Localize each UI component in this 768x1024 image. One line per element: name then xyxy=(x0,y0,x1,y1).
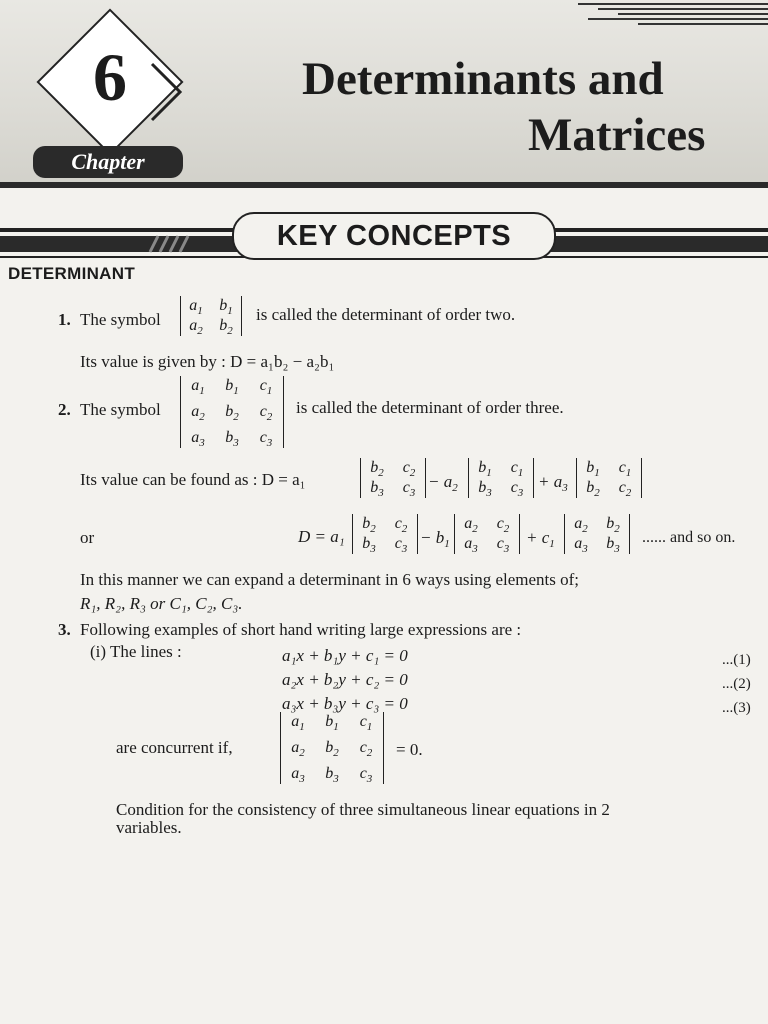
lines-label: (i) The lines : xyxy=(90,642,182,661)
item1-tail: is called the determinant of order two. xyxy=(256,305,516,324)
expansion-note: In this manner we can expand a determinant in 6 ways using elements of; xyxy=(80,570,579,589)
equals-zero: = 0. xyxy=(396,740,423,759)
chapter-number: 6 xyxy=(93,39,127,115)
equation-3: a₃x + b₃y + c₃ = 0 xyxy=(282,694,408,713)
condition-line-2: variables. xyxy=(116,818,182,837)
order-three-determinant: $a_1$ $b_1$ $c_1$ $a_2$ $b_2$ $c_2$ $a_3$ $b_3$ $c_3$ xyxy=(180,376,284,448)
rows-columns-list: R₁, R₂, R₃ or C₁, C₂, C₃. xyxy=(80,594,243,613)
condition-line-1: Condition for the consistency of three simultaneous linear equations in 2 xyxy=(116,800,610,819)
equation-1: a₁x + b₁y + c₁ = 0 xyxy=(282,646,408,665)
item1-number: 1. xyxy=(58,310,71,329)
equation-2: a₂x + b₂y + c₂ = 0 xyxy=(282,670,408,689)
chapter-label: Chapter xyxy=(33,146,183,178)
header-divider xyxy=(0,182,768,188)
item2-lead: The symbol xyxy=(80,400,161,419)
minor-determinant: $b_2$ $c_2$ $b_3$ $c_3$ xyxy=(360,458,426,498)
minor-determinant: $b_1$ $c_1$ $b_2$ $c_2$ xyxy=(576,458,642,498)
minor-determinant: $b_2$ $c_2$ $b_3$ $c_3$ xyxy=(352,514,418,554)
and-so-on: ...... and so on. xyxy=(642,529,736,546)
minor-determinant: $a_2$ $b_2$ $a_3$ $b_3$ xyxy=(564,514,630,554)
item1-value: Its value is given by : D = a₁b₂ − a₂b₁ xyxy=(80,352,335,371)
minor-determinant: $a_2$ $c_2$ $a_3$ $c_3$ xyxy=(454,514,520,554)
item3-number: 3. xyxy=(58,620,71,639)
plus-c1: + $c_1$ xyxy=(526,528,555,550)
concurrent-label: are concurrent if, xyxy=(116,738,233,757)
item3-text: Following examples of short hand writing large expressions are : xyxy=(80,620,522,639)
section-heading: DETERMINANT xyxy=(8,264,136,283)
alt-expansion-lead: D = a₁ xyxy=(298,527,345,546)
plus-a3: + $a_3$ xyxy=(538,472,568,494)
decorative-speed-lines xyxy=(558,0,768,30)
order-two-determinant: $a_1$ $b_1$ $a_2$ $b_2$ xyxy=(180,296,242,336)
equation-tag-1: ...(1) xyxy=(722,652,751,668)
equation-tag-2: ...(2) xyxy=(722,676,751,692)
minor-determinant: $b_1$ $c_1$ $b_3$ $c_3$ xyxy=(468,458,534,498)
chapter-title-line1: Determinants and xyxy=(302,53,664,105)
item1-lead: The symbol xyxy=(80,310,161,329)
minus-a2: − $a_2$ xyxy=(428,472,458,494)
minus-b1: − $b_1$ xyxy=(420,528,450,550)
item2-number: 2. xyxy=(58,400,71,419)
equation-tag-3: ...(3) xyxy=(722,700,751,716)
chapter-title-line2: Matrices xyxy=(528,109,706,161)
or-label: or xyxy=(80,528,95,547)
key-concepts-title: KEY CONCEPTS xyxy=(232,212,556,260)
item2-tail: is called the determinant of order three. xyxy=(296,398,564,417)
concurrency-determinant: $a_1$ $b_1$ $c_1$ $a_2$ $b_2$ $c_2$ $a_3$ $b_3$ $c_3$ xyxy=(280,712,384,784)
expansion-text: Its value can be found as : D = a₁ xyxy=(80,470,306,489)
